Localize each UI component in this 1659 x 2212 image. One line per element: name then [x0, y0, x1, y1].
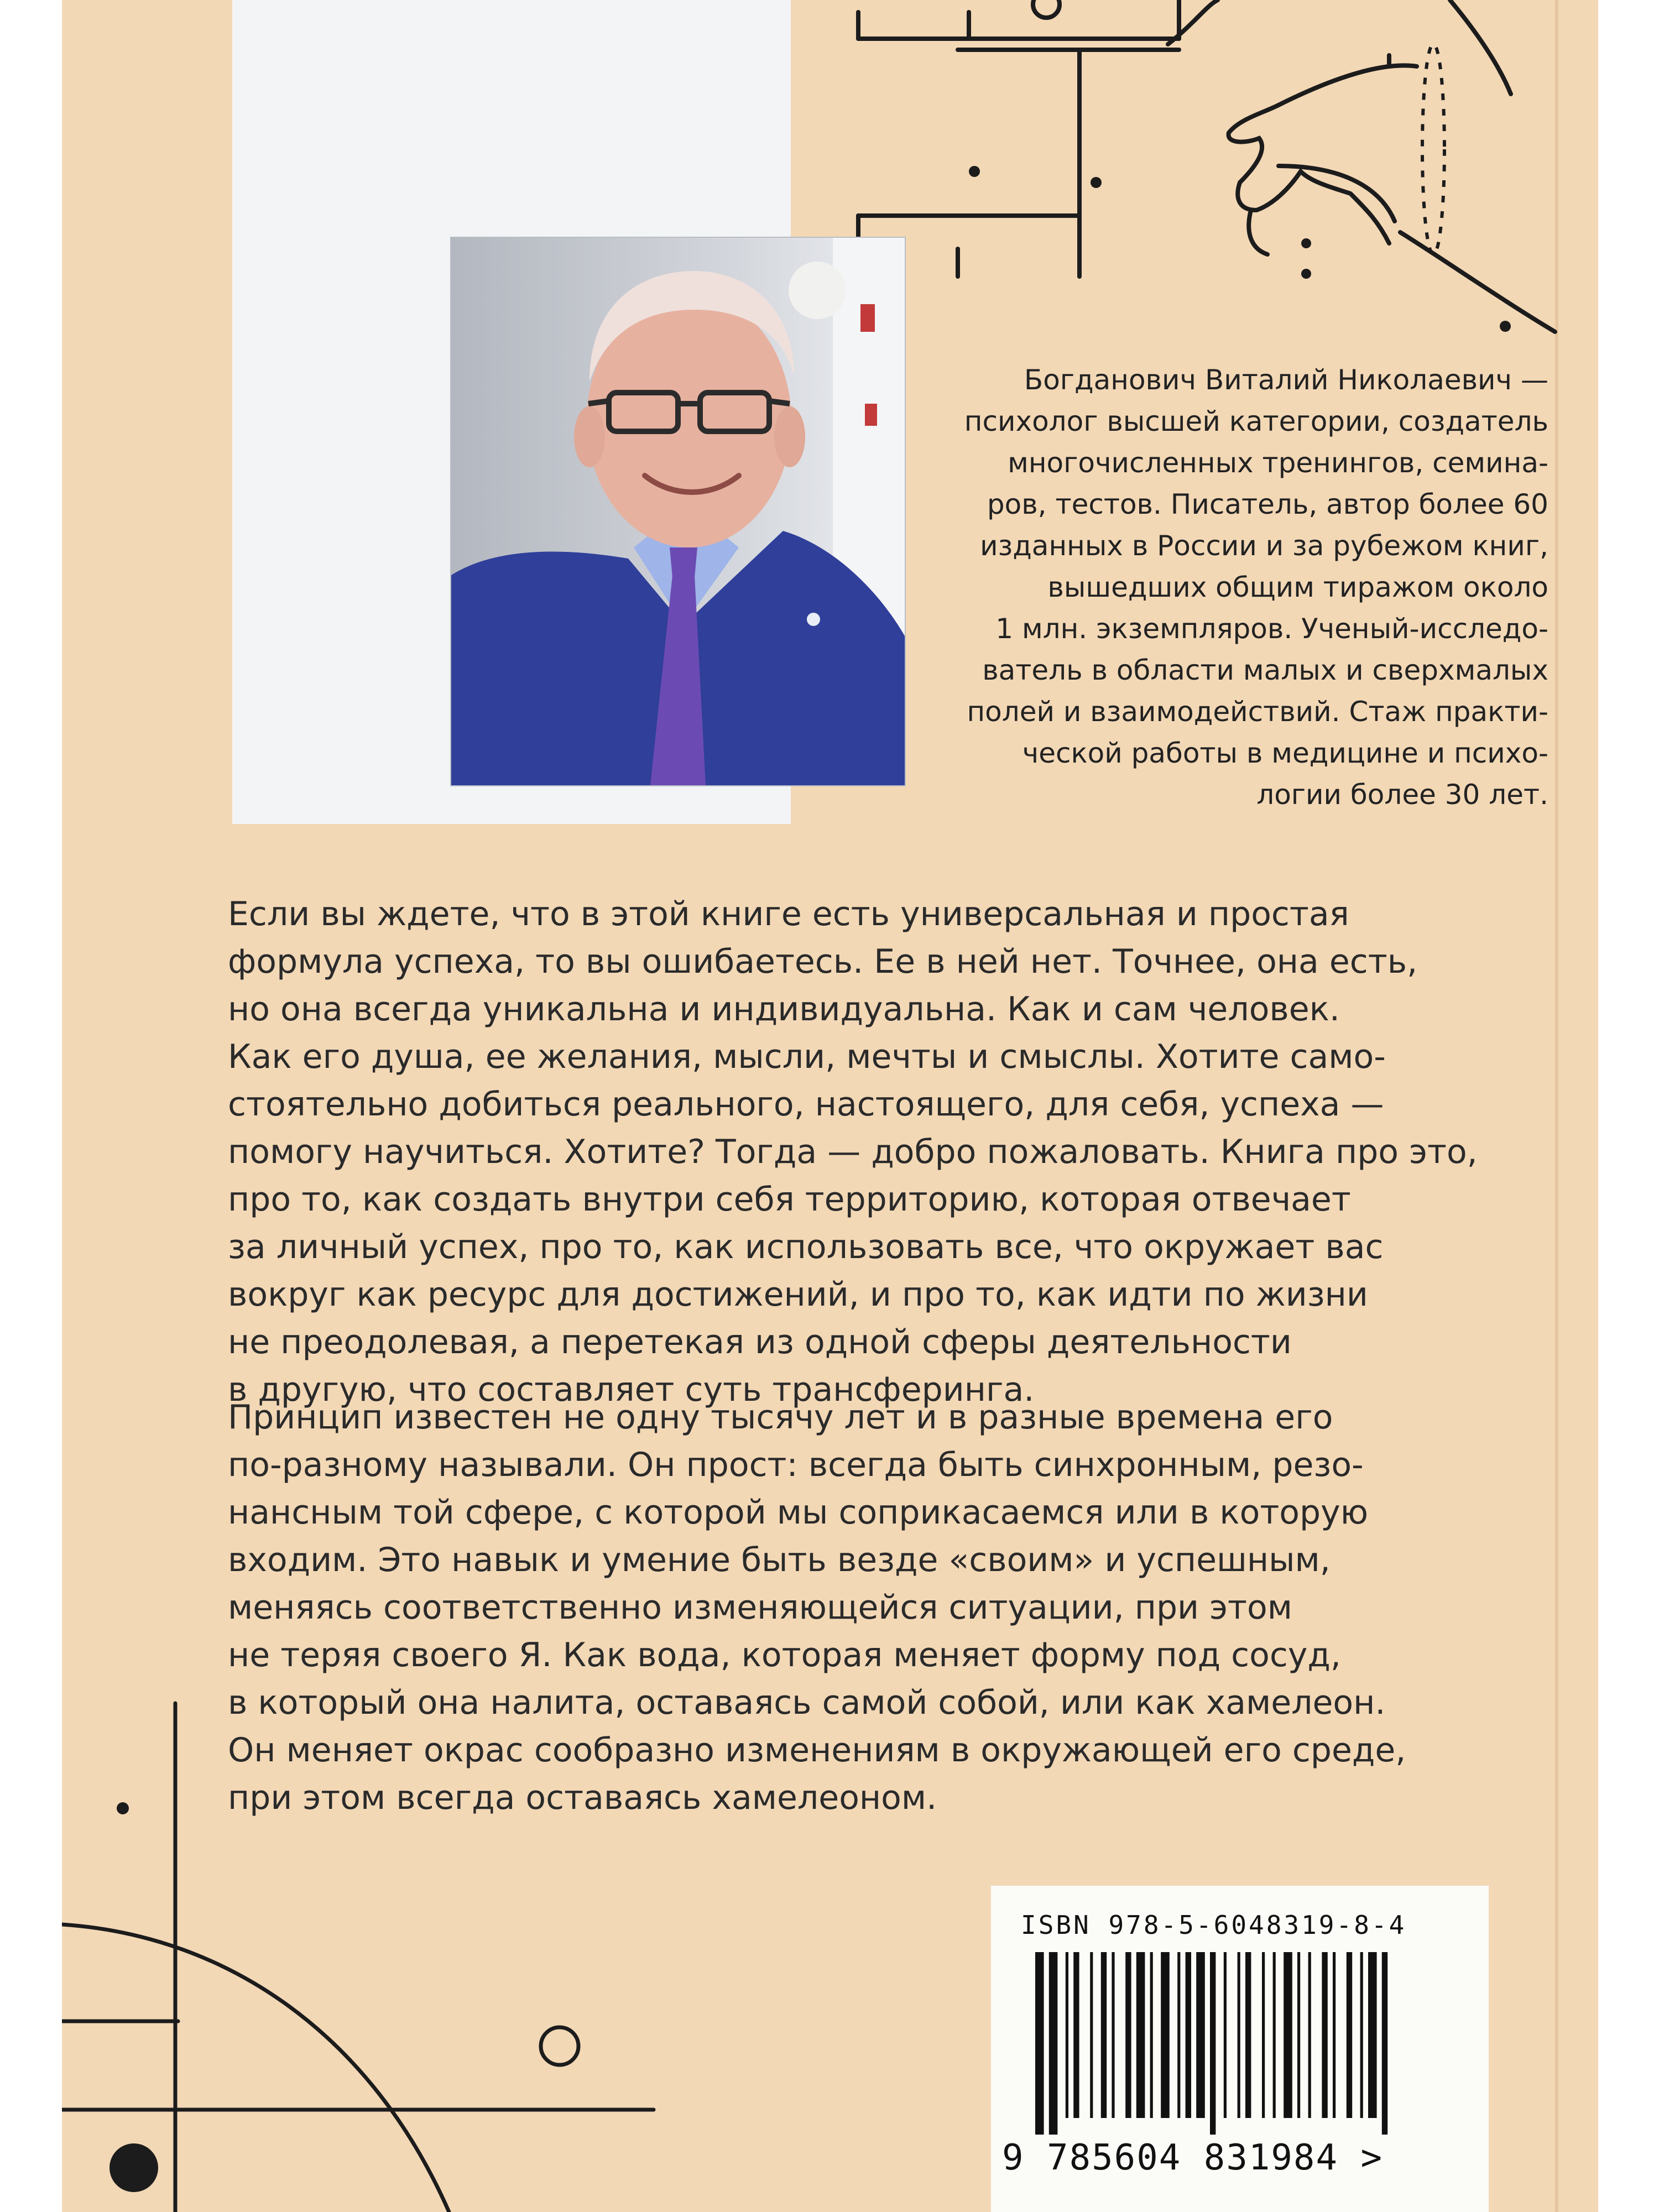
book-back-cover — [62, 0, 1598, 2212]
barcode-bar — [1186, 1952, 1191, 2118]
barcode-bar — [1360, 1952, 1363, 2118]
barcode-bar — [1161, 1952, 1170, 2118]
blurb-paragraph-1: Если вы ждете, что в этой книге есть универсальная и простая формула успеха, то вы ошибаетесь. Ее в ней нет. Точнее, она есть, но она всегда уникальна и индивидуальна. Как и сам человек. Как его душа, ее желания, мысли, мечты и смыслы. Хотите само- стоятельно добиться реального, настоящего, для себя, успеха — помогу научиться. Хотите? Тогда — добро пожаловать. Книга про это, про то, как создать внутри себя территорию, которая отвечает за личный успех, про то, как использовать все, что окружает вас вокруг как ресурс для достижений, и про то, как идти по жизни не преодолевая, а перетекая из одной сферы деятельности в другую, что составляет суть трансферинга. — [228, 895, 1478, 1409]
barcode-bar — [1297, 1952, 1300, 2118]
barcode-bar — [1066, 1952, 1068, 2118]
barcode-bar — [1035, 1952, 1044, 2135]
barcode-bar — [1262, 1952, 1265, 2118]
barcode-bar — [1322, 1952, 1327, 2118]
isbn-block — [991, 1886, 1489, 2212]
barcode-bar — [1090, 1952, 1093, 2118]
barcode-bar — [1210, 1952, 1215, 2135]
barcode-icon — [1030, 1952, 1450, 2135]
barcode-bar — [1273, 1952, 1276, 2118]
barcode-bar — [1308, 1952, 1311, 2118]
barcode-bar — [1136, 1952, 1145, 2118]
barcode-bar — [1196, 1952, 1205, 2118]
barcode-bar — [1284, 1952, 1292, 2118]
barcode-bar — [1049, 1952, 1058, 2135]
blurb-paragraph-2: Принцип известен не одну тысячу лет и в разные времена его по-разному называли. Он прост: всегда быть синхронным, резо- нансным той сфере, с которой мы соприкасаемся или в которую входим. Это навык и умение быть везде «своим» и успешным, меняясь соответственно изменяющейся ситуации, при этом не теряя своего Я. Как вода, которая меняет форму под сосуд, в который она налита, оставаясь самой собой, или как хамелеон. Он меняет окрас сообразно изменениям в окружающей его среде, при этом всегда оставаясь хамелеоном. — [228, 1398, 1406, 1817]
author-bio: Богданович Виталий Николаевич — психолог высшей категории, создатель многочисленных тренингов, семина- ров, тестов. Писатель, автор более 60 изданных в России и за рубежом книг, вышедших общим тиражом около 1 млн. экземпляров. Ученый-исследо- ватель в области малых и сверхмалых полей и взаимодействий. Стаж практи- ческой работы в медицине и психо- логии более 30 лет. — [964, 364, 1548, 811]
barcode-bar — [1073, 1952, 1079, 2118]
barcode-bar — [1382, 1952, 1387, 2135]
barcode-bar — [1368, 1952, 1377, 2118]
barcode-bar — [1224, 1952, 1227, 2118]
barcode-bar — [1150, 1952, 1153, 2118]
barcode-bar — [1245, 1952, 1251, 2118]
barcode-bar — [1177, 1952, 1180, 2118]
isbn-label: ISBN 978-5-6048319-8-4 — [1021, 1910, 1407, 1940]
barcode-bar — [1101, 1952, 1107, 2118]
author-photo-panel — [232, 0, 791, 824]
barcode-bar — [1125, 1952, 1131, 2118]
barcode-bar — [1347, 1952, 1352, 2118]
barcode-digits: 9 785604 831984 > — [1002, 2137, 1384, 2178]
barcode-bar — [1238, 1952, 1240, 2118]
barcode-bar — [1333, 1952, 1335, 2118]
barcode-bar — [1112, 1952, 1114, 2118]
